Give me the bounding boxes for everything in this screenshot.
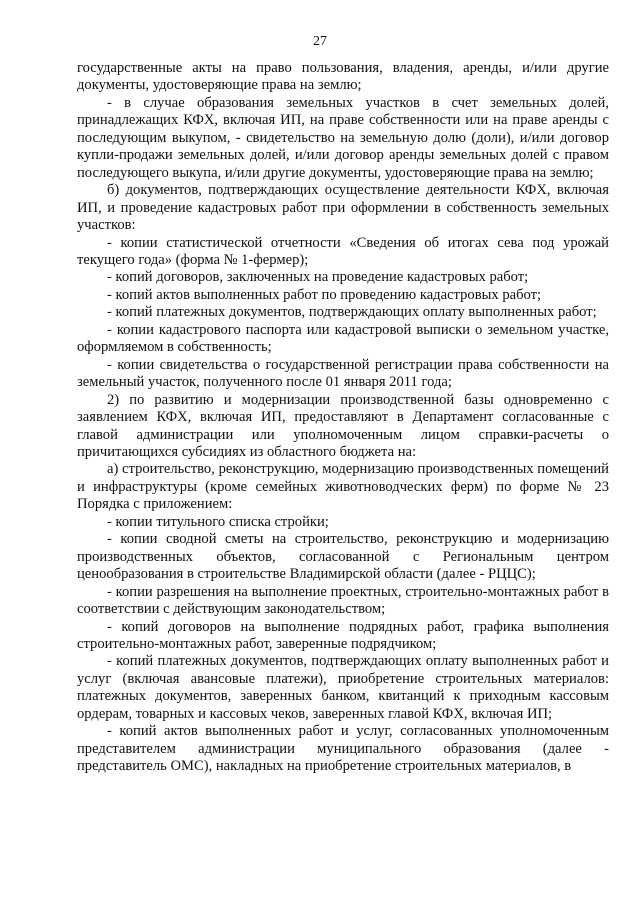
paragraph: а) строительство, реконструкцию, модернизацию производственных помещений и инфраструктуры (кроме семейных животноводческих ферм) по форме № 23 Порядка с приложением: xyxy=(77,461,609,513)
paragraph: - копии статистической отчетности «Сведения об итогах сева под урожай текущего года» (форма № 1-фермер); xyxy=(77,234,609,268)
paragraph: государственные акты на право пользования, владения, аренды, и/или другие документы, удостоверяющие права на землю; xyxy=(77,60,609,94)
paragraph: 2) по развитию и модернизации производственной базы одновременно с заявлением КФХ, включая ИП, предоставляют в Департамент согласованные с главой администрации или уполномоченным лицом справки-расчеты о причитающихся субсидиях из областного бюджета на: xyxy=(77,391,609,460)
paragraph: - копий актов выполненных работ и услуг, согласованных уполномоченным представителем администрации муниципального образования (далее - представитель ОМС), накладных на приобретение строительных материалов, в xyxy=(77,723,609,775)
paragraph: - копий платежных документов, подтверждающих оплату выполненных работ и услуг (включая авансовые платежи), приобретение строительных материалов: платежных документов, заверенных банком, квитанций к приходным кассовым ордерам, товарных и кассовых чеков, заверенных главой КФХ, включая ИП; xyxy=(77,653,609,722)
paragraph: - в случае образования земельных участков в счет земельных долей, принадлежащих КФХ, включая ИП, на праве собственности или на праве аренды с последующим выкупом, - свидетельство на земельную долю (доли), и/или договор купли-продажи земельных долей, и/или договор аренды земельных долей с правом последующего выкупа, и/или другие документы, удостоверяющие права на землю; xyxy=(77,94,609,181)
paragraph: - копий договоров, заключенных на проведение кадастровых работ; xyxy=(107,269,529,286)
page-number: 27 xyxy=(313,34,327,49)
paragraph: - копии титульного списка стройки; xyxy=(107,513,329,530)
paragraph: - копии сводной сметы на строительство, реконструкцию и модернизацию производственных объектов, согласованной с Региональным центром ценообразования в строительстве Владимирской области (далее - РЦЦС); xyxy=(77,531,609,583)
paragraph: - копии свидетельства о государственной регистрации права собственности на земельный участок, полученного после 01 января 2011 года; xyxy=(77,356,609,391)
paragraph: б) документов, подтверждающих осуществление деятельности КФХ, включая ИП, и проведение кадастровых работ при оформлении в собственность земельных участков: xyxy=(77,182,609,234)
paragraph: - копии разрешения на выполнение проектных, строительно-монтажных работ в соответствии с действующим законодательством; xyxy=(77,583,609,618)
paragraph: - копий договоров на выполнение подрядных работ, графика выполнения строительно-монтажных работ, заверенные подрядчиком; xyxy=(77,618,609,652)
paragraph: - копии кадастрового паспорта или кадастровой выписки о земельном участке, оформляемом в собственность; xyxy=(77,321,609,356)
document-body xyxy=(77,60,609,776)
paragraph: - копий платежных документов, подтверждающих оплату выполненных работ; xyxy=(107,304,597,321)
paragraph: - копий актов выполненных работ по проведению кадастровых работ; xyxy=(107,286,542,303)
